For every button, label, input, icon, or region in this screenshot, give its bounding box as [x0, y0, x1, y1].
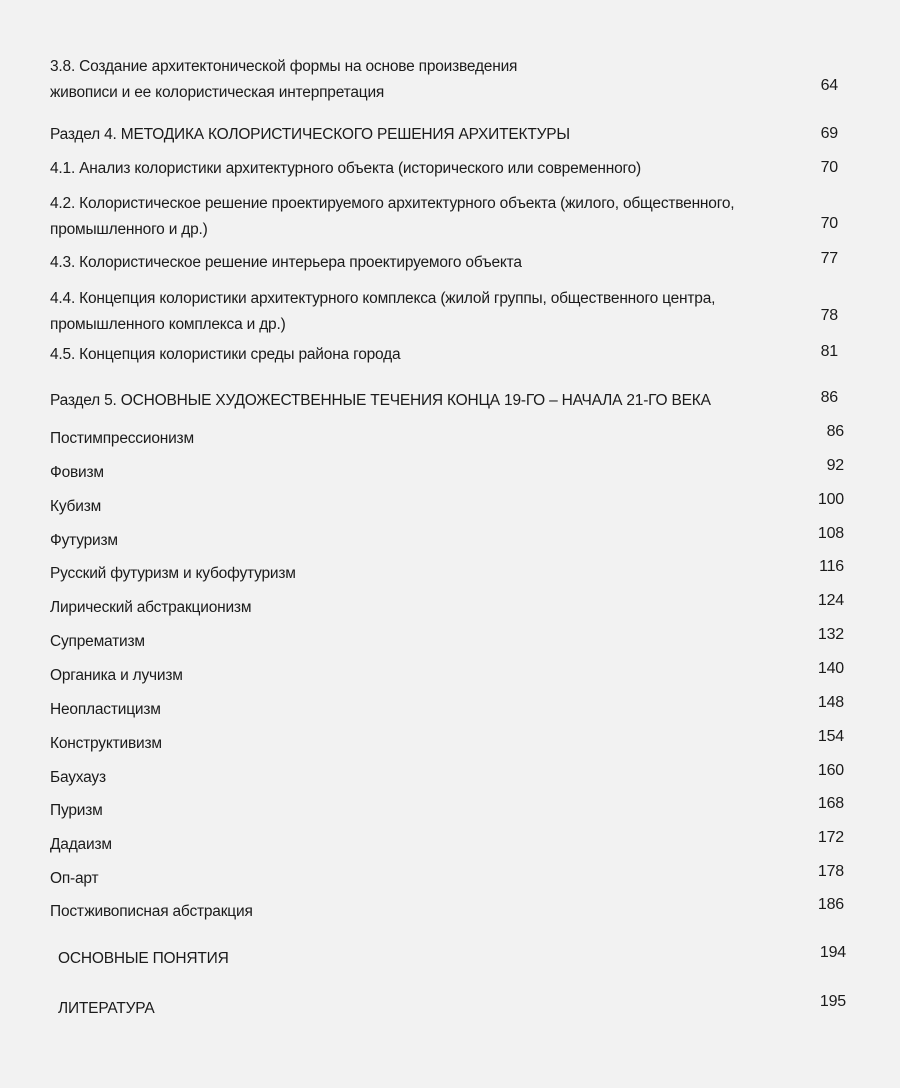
- toc-entry-title: Баухауз: [50, 769, 106, 786]
- toc-section-title: Раздел 4. МЕТОДИКА КОЛОРИСТИЧЕСКОГО РЕШЕНИЯ АРХИТЕКТУРЫ: [50, 126, 570, 143]
- toc-entry-page: 194: [819, 944, 846, 961]
- toc-entry-title: Русский футуризм и кубофутуризм: [50, 565, 296, 582]
- toc-entry-line: 4.2. Колористическое решение проектируемого архитектурного объекта (жилого, общественного,: [50, 195, 735, 212]
- toc-entry-page: 116: [819, 558, 844, 575]
- toc-entry-page: 86: [820, 389, 838, 406]
- toc-entry-page: 132: [817, 626, 844, 643]
- toc-entry-page: 70: [820, 215, 838, 232]
- toc-entry-title: Супрематизм: [50, 633, 145, 650]
- toc-entry-page: 100: [817, 491, 844, 508]
- toc-entry-page: 77: [820, 250, 838, 267]
- toc-entry-title: 4.1. Анализ колористики архитектурного объекта (исторического или современного): [50, 160, 642, 177]
- toc-entry-title: Неопластицизм: [50, 701, 161, 718]
- toc-entry-page: 70: [820, 159, 838, 176]
- toc-entry-line: промышленного комплекса и др.): [50, 316, 286, 333]
- toc-entry-title: Пуризм: [50, 802, 103, 819]
- toc-entry-title: [50, 286, 715, 338]
- toc-entry-title: [50, 54, 517, 106]
- toc-entry-page: 78: [820, 307, 838, 324]
- toc-entry-title: Футуризм: [50, 532, 118, 549]
- toc-section-title: Раздел 5. ОСНОВНЫЕ ХУДОЖЕСТВЕННЫЕ ТЕЧЕНИЯ КОНЦА 19-ГО – НАЧАЛА 21-ГО ВЕКА: [50, 392, 711, 409]
- toc-entry-title: Дадаизм: [50, 836, 112, 853]
- toc-entry-title: Лирический абстракционизм: [50, 599, 252, 616]
- toc-entry-line: живописи и ее колористическая интерпретация: [50, 84, 385, 101]
- toc-entry-page: 92: [826, 457, 844, 474]
- toc-entry-page: 168: [817, 795, 844, 812]
- toc-entry-title: 4.5. Концепция колористики среды района города: [50, 346, 401, 363]
- toc-entry-title: Постимпрессионизм: [50, 430, 194, 447]
- toc-entry-line: 4.4. Концепция колористики архитектурного комплекса (жилой группы, общественного центра,: [50, 290, 716, 307]
- toc-entry-page: 172: [817, 829, 844, 846]
- toc-entry-title: [50, 191, 734, 243]
- toc-entry-page: 154: [817, 728, 844, 745]
- toc-entry-page: 108: [817, 525, 844, 542]
- toc-entry-page: 148: [817, 694, 844, 711]
- toc-entry-page: 64: [820, 77, 838, 94]
- toc-entry-page: 140: [817, 660, 844, 677]
- toc-section-title: ЛИТЕРАТУРА: [58, 1000, 155, 1017]
- toc-entry-title: Конструктивизм: [50, 735, 162, 752]
- toc-entry-page: 86: [826, 423, 844, 440]
- toc-entry-title: Фовизм: [50, 464, 104, 481]
- toc-entry-line: промышленного и др.): [50, 221, 208, 238]
- toc-section-title: ОСНОВНЫЕ ПОНЯТИЯ: [58, 950, 229, 967]
- toc-entry-title: Оп-арт: [50, 870, 99, 887]
- toc-entry-title: Постживописная абстракция: [50, 903, 253, 920]
- toc-entry-page: 69: [820, 125, 838, 142]
- toc-entry-line: 3.8. Создание архитектонической формы на основе произведения: [50, 58, 518, 75]
- toc-entry-page: 124: [817, 592, 844, 609]
- toc-entry-page: 186: [817, 896, 844, 913]
- toc-entry-title: 4.3. Колористическое решение интерьера проектируемого объекта: [50, 254, 522, 271]
- toc-entry-title: Кубизм: [50, 498, 102, 515]
- toc-entry-title: Органика и лучизм: [50, 667, 183, 684]
- toc-entry-page: 81: [820, 343, 838, 360]
- toc-entry-page: 160: [817, 762, 844, 779]
- toc-entry-page: 195: [819, 993, 846, 1010]
- toc-entry-page: 178: [817, 863, 844, 880]
